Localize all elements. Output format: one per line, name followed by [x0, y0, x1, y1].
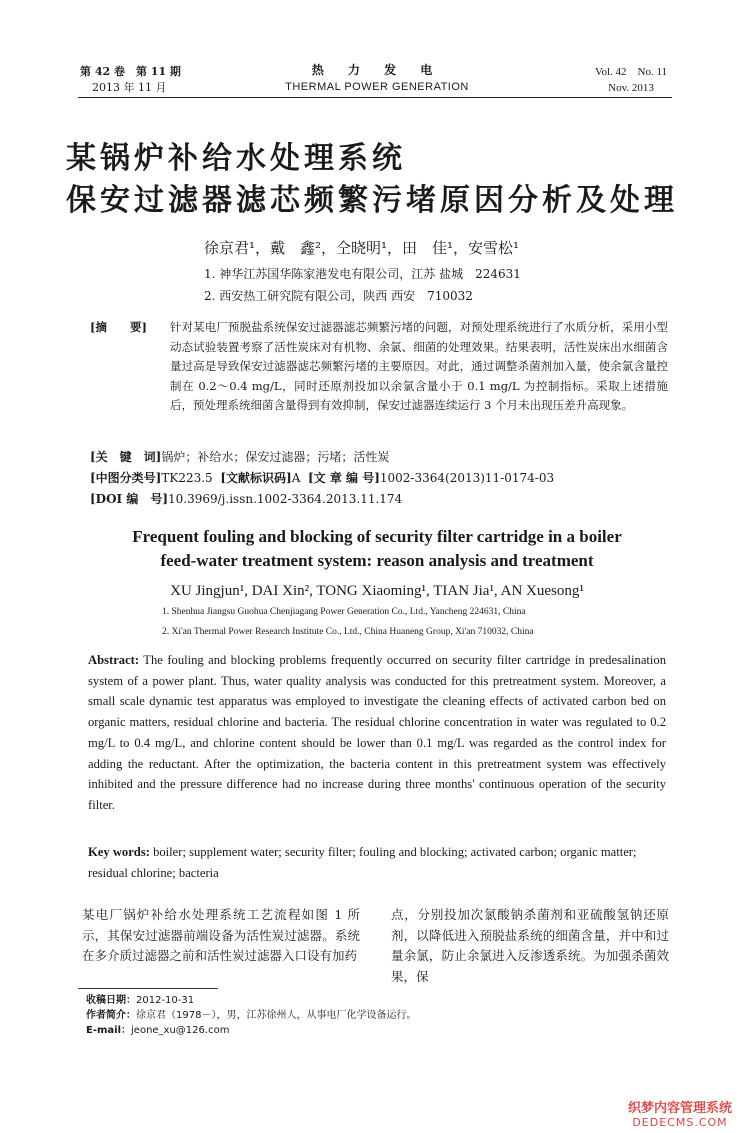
title-line-2: 保安过滤器滤芯频繁污堵原因分析及处理	[66, 183, 678, 218]
doi-label: [DOI 编 号]	[90, 492, 169, 506]
footnote-author	[86, 1008, 416, 1023]
affiliation-en-2: 2. Xi'an Thermal Power Research Institute Co., Ltd., China Huaneng Group, Xi'an 710032, China	[162, 627, 534, 637]
received-date: 2012-10-31	[136, 995, 195, 1006]
body-column-left: 某电厂锅炉补给水处理系统工艺流程如图 1 所示，其保安过滤器前端设备为活性炭过滤器。系统在多介质过滤器之前和活性炭过滤器入口设有加药	[82, 907, 360, 963]
header-volume-en	[586, 64, 676, 96]
clc-label: [中图分类号]	[90, 471, 162, 485]
journal-name-cn: 热 力 发 电	[311, 63, 443, 77]
volume-issue-en: Vol. 42 No. 11	[594, 66, 668, 78]
footnote-email	[86, 1023, 229, 1038]
footnote-received	[86, 993, 194, 1008]
affiliation-cn-1: 1. 神华江苏国华陈家港发电有限公司，江苏 盐城 224631	[204, 267, 521, 281]
abstract-cn-text: 针对某电厂预脱盐系统保安过滤器滤芯频繁污堵的问题，对预处理系统进行了水质分析，采用小型动态试验装置考察了活性炭床对有机物、余氯、细菌的处理效果。结果表明，活性炭床出水细菌含量过高是导致保安过滤器滤芯频繁污堵的主要原因。对此，通过调整杀菌剂加入量，使余氯含量控制在 0.2～0.4 mg/L，同时还原剂投加以余氯含量小于 0.1 mg/L 为控制指标。采取上述措施后，预处理系统细菌含量得到有效抑制，保安过滤器连续运行 3 个月未出现压差升高现象。	[170, 320, 668, 412]
title-en-line-2: feed-water treatment system: reason analysis and treatment	[160, 551, 594, 570]
classification-line	[90, 469, 690, 486]
clc-value: TK223.5	[161, 471, 213, 485]
email-address: jeone_xu@126.com	[131, 1025, 230, 1036]
site-watermark	[610, 1097, 750, 1129]
volume-issue-cn: 第 42 卷 第 11 期	[80, 65, 181, 78]
date-en: Nov. 2013	[608, 82, 654, 94]
email-label: E-mail：	[86, 1025, 132, 1036]
date-cn: 2013 年 11 月	[92, 81, 167, 94]
author-bio: 徐京君（1978－），男，江苏徐州人，从事电厂化学设备运行。	[136, 1010, 417, 1021]
abstract-en-text: The fouling and blocking problems frequently occurred on security filter cartridge in predesalination system of a power plant. Thus, water quality analysis was conducted for this pretreatment system. Moreover, a small scale dynamic test apparatus was employed to investigate the cleaning effects of activated carbon bed on organic matters, residual chlorine and bacteria. The residual chlorine concentration in water was regulated to 0.2 mg/L to 0.4 mg/L, and chlorine content should be lower than 0.1 mg/L was regarded as the control index for adding the reductant. After the optimization, the bacteria content in this pretreatment system was effectively inhibited and the pressure difference had no increase during three months' continuous operation of the security filter.	[88, 653, 667, 812]
watermark-line-2: DEDECMS.COM	[632, 1116, 728, 1129]
header-divider	[78, 97, 672, 98]
received-label: 收稿日期：	[86, 995, 136, 1006]
authors-en: XU Jingjun¹, DAI Xin², TONG Xiaoming¹, TIAN Jia¹, AN Xuesong¹	[170, 583, 584, 599]
abstract-en-label: Abstract:	[88, 653, 140, 667]
doc-code-label: [文献标识码]	[220, 471, 292, 485]
title-line-1: 某锅炉补给水处理系统	[66, 141, 406, 176]
affiliation-en-1: 1. Shenhua Jiangsu Guohua Chenjiagang Power Generation Co., Ltd., Yancheng 224631, China	[162, 607, 526, 617]
keywords-cn-label: [关 键 词]	[90, 450, 162, 464]
footnote-divider	[78, 988, 218, 989]
doi-line	[90, 490, 690, 507]
title-en-line-1: Frequent fouling and blocking of security filter cartridge in a boiler	[132, 527, 622, 546]
authors-cn: 徐京君¹，戴 鑫²，仝晓明¹，田 佳¹，安雪松¹	[204, 239, 520, 257]
keywords-cn-text: 锅炉；补给水；保安过滤器；污堵；活性炭	[161, 450, 390, 464]
article-no-label: [文 章 编 号]	[308, 471, 380, 485]
body-column-right: 点，分别投加次氯酸钠杀菌剂和亚硫酸氢钠还原剂，以降低进入预脱盐系统的细菌含量，并中和过量余氯，防止余氯进入反渗透系统。为加强杀菌效果，保	[391, 907, 669, 984]
doc-code-value: A	[291, 471, 301, 485]
watermark-line-1: 织梦内容管理系统	[627, 1101, 732, 1116]
keywords-en-text: boiler; supplement water; security filter; fouling and blocking; activated carbon; organic matter; residual chlorine; bacteria	[88, 845, 637, 880]
doi-value: 10.3969/j.issn.1002-3364.2013.11.174	[168, 492, 403, 506]
keywords-en	[88, 842, 666, 883]
journal-name-en: THERMAL POWER GENERATION	[285, 81, 469, 93]
keywords-cn	[90, 448, 690, 465]
author-bio-label: 作者简介：	[86, 1010, 136, 1021]
abstract-cn-label: [摘 要]	[90, 320, 147, 334]
keywords-en-label: Key words:	[88, 845, 150, 859]
abstract-en	[88, 650, 666, 816]
affiliation-cn-2: 2. 西安热工研究院有限公司，陕西 西安 710032	[204, 289, 473, 303]
article-no-value: 1002-3364(2013)11-0174-03	[379, 471, 555, 485]
